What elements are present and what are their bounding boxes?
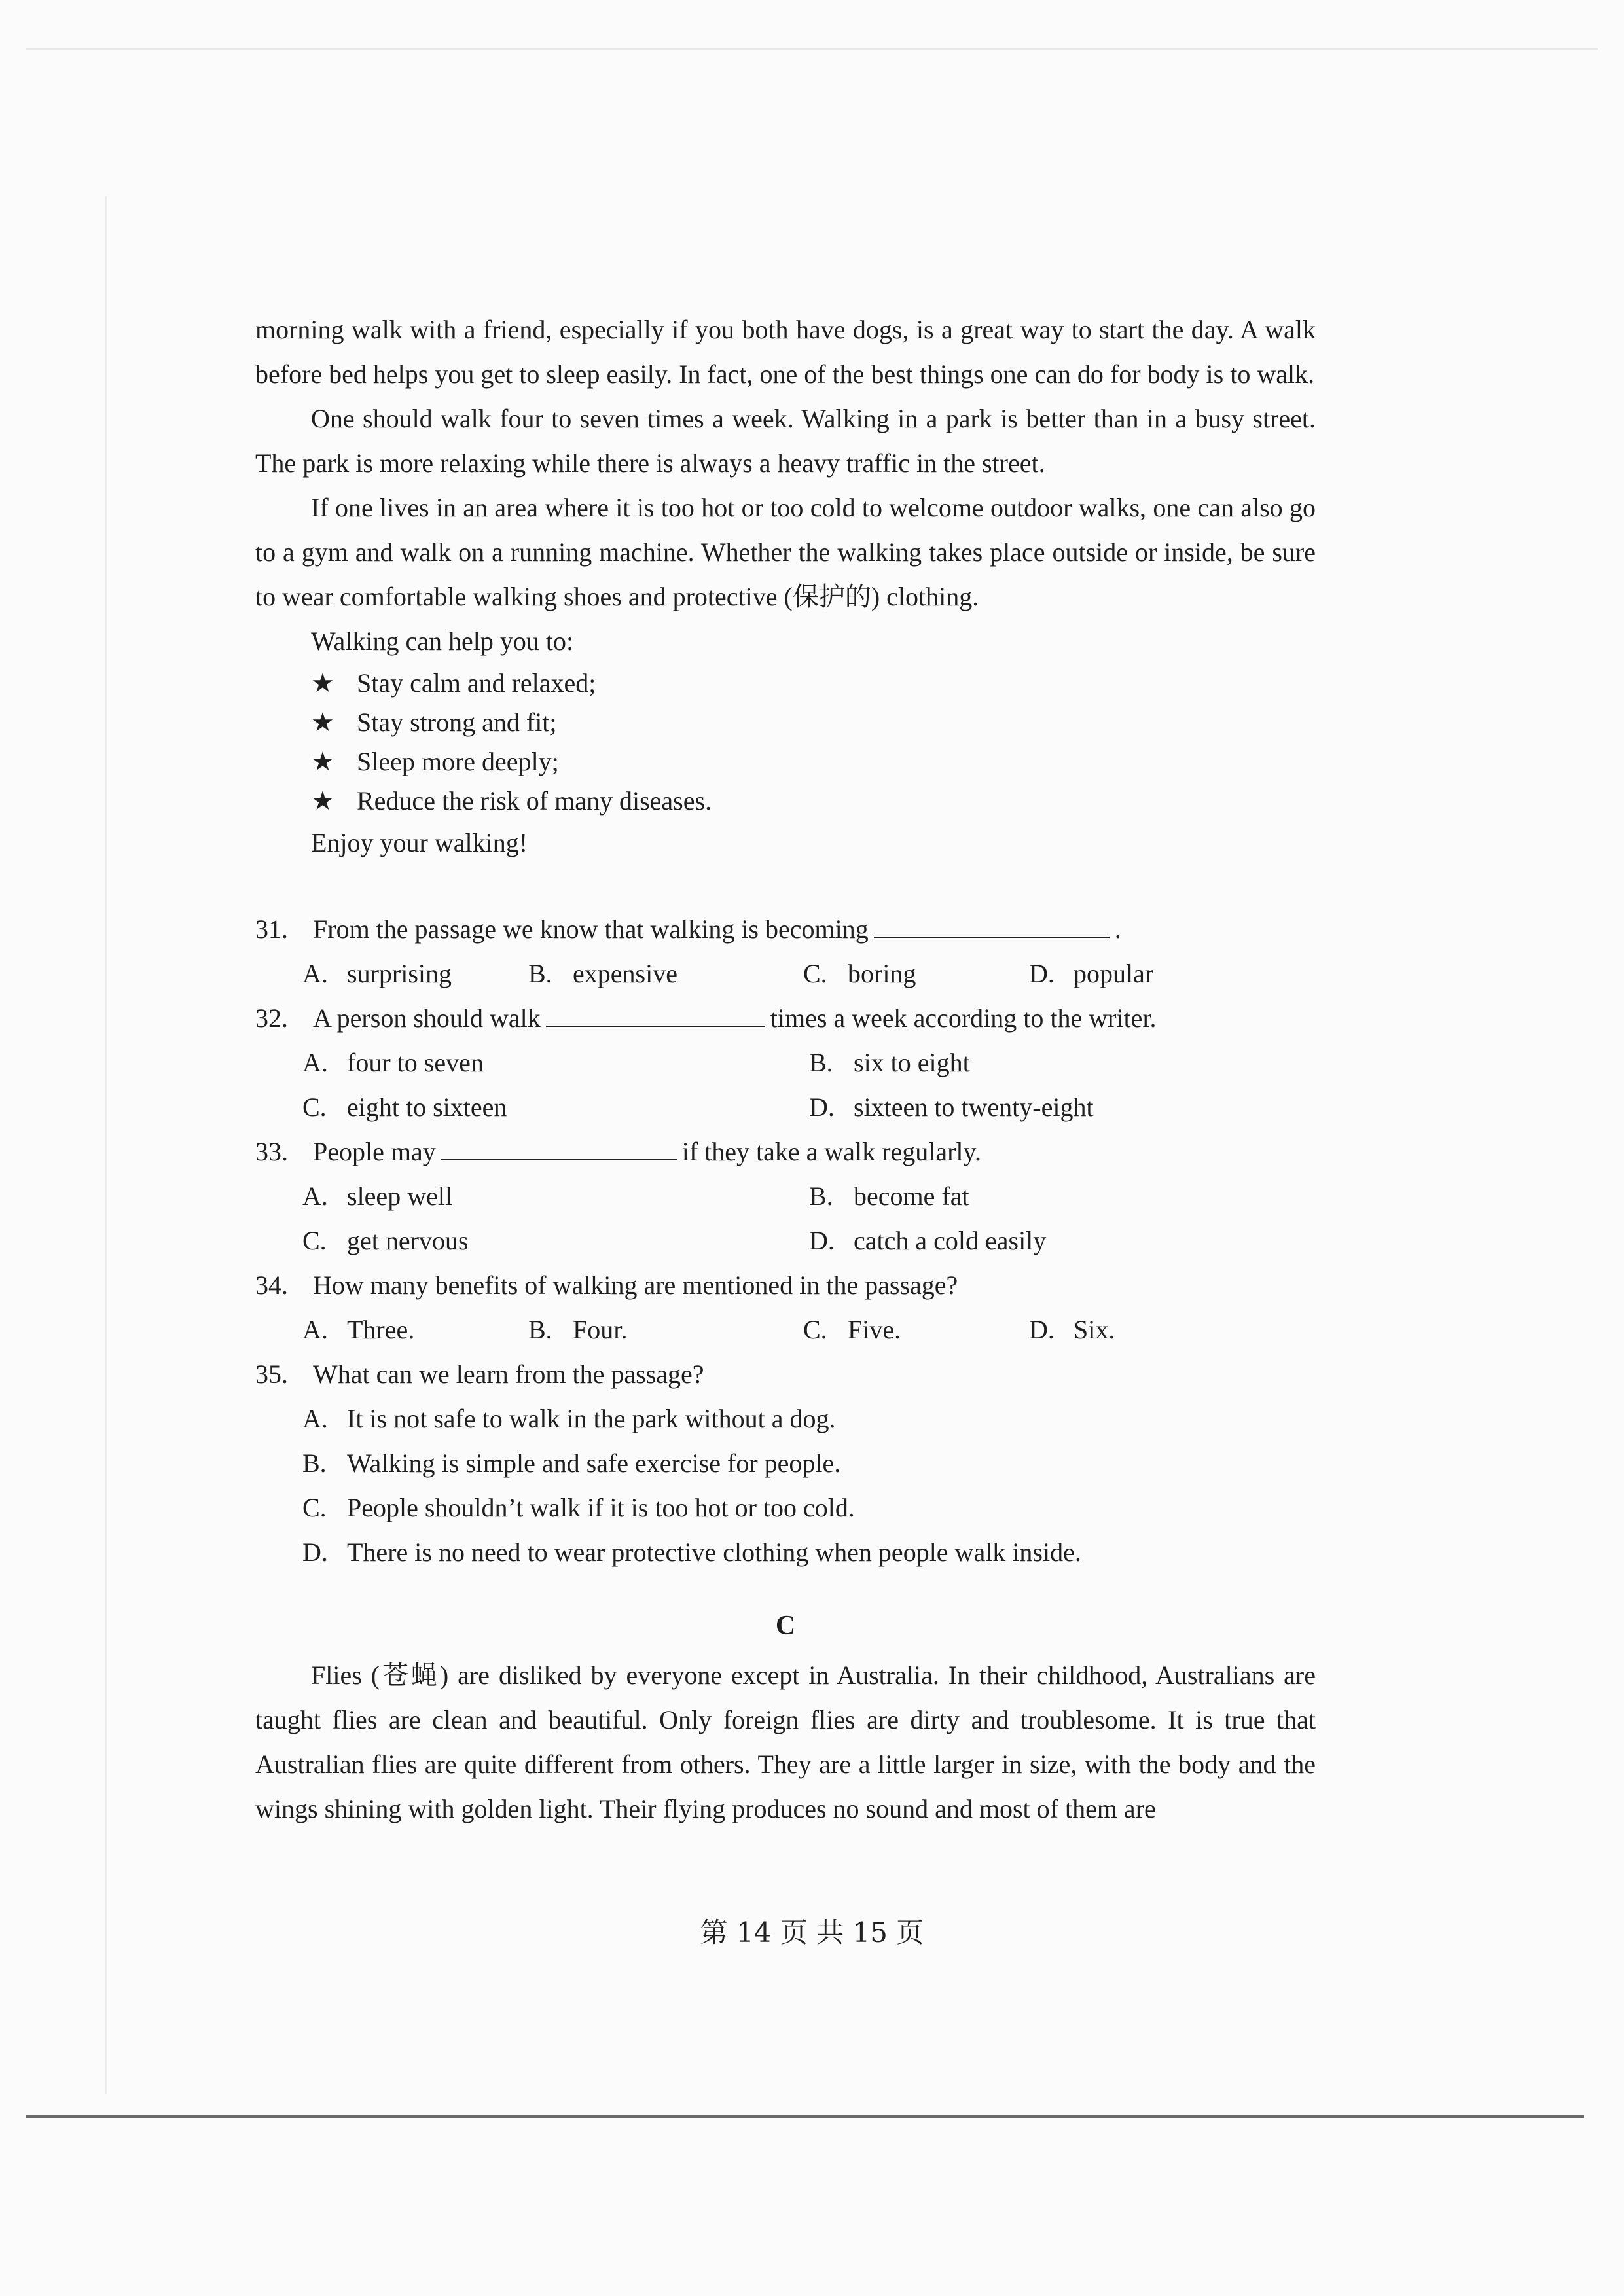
question-number: 33. bbox=[255, 1137, 288, 1166]
question-35 bbox=[255, 1352, 1316, 1575]
option-b[interactable] bbox=[809, 1174, 1316, 1219]
paragraph: One should walk four to seven times a week. Walking in a park is better than in a busy street. The park is more relaxing while there is always a heavy traffic in the street. bbox=[255, 404, 1316, 478]
option-letter: D. bbox=[1029, 959, 1055, 988]
benefits-list bbox=[255, 664, 1316, 821]
option-b[interactable] bbox=[302, 1441, 1316, 1486]
option-d[interactable] bbox=[302, 1530, 1316, 1575]
options-row bbox=[255, 1085, 1316, 1130]
option-letter: D. bbox=[1029, 1315, 1055, 1344]
option-text: get nervous bbox=[347, 1226, 469, 1255]
options-row bbox=[255, 1041, 1316, 1085]
question-list bbox=[255, 907, 1316, 1575]
stem-text: . bbox=[1114, 914, 1121, 944]
option-d[interactable] bbox=[809, 1219, 1316, 1263]
option-letter: C. bbox=[302, 1092, 327, 1122]
answer-blank[interactable] bbox=[874, 914, 1110, 938]
option-text: It is not safe to walk in the park without a dog. bbox=[347, 1404, 836, 1433]
stem-text: How many benefits of walking are mentioned in the passage? bbox=[313, 1270, 958, 1300]
question-stem bbox=[255, 996, 1316, 1041]
question-32 bbox=[255, 996, 1316, 1130]
option-d[interactable] bbox=[809, 1085, 1316, 1130]
option-letter: A. bbox=[302, 1315, 328, 1344]
option-c[interactable] bbox=[803, 952, 1029, 996]
option-letter: A. bbox=[302, 959, 328, 988]
option-letter: C. bbox=[302, 1226, 327, 1255]
passage-c bbox=[255, 1604, 1316, 1831]
option-text: boring bbox=[848, 959, 916, 988]
option-text: Five. bbox=[848, 1315, 901, 1344]
option-text: Four. bbox=[573, 1315, 628, 1344]
passage-b bbox=[255, 308, 1316, 865]
option-text: eight to sixteen bbox=[347, 1092, 507, 1122]
option-letter: A. bbox=[302, 1404, 328, 1433]
option-d[interactable] bbox=[1029, 1308, 1255, 1352]
paragraph: If one lives in an area where it is too hot or too cold to welcome outdoor walks, one can also go to a gym and walk on a running machine. Whether the walking takes place outside or inside, be sure to wear comfortable walking shoes and protective (保护的) clothing. bbox=[255, 493, 1316, 611]
paragraph: morning walk with a friend, especially if you both have dogs, is a great way to start the day. A walk before bed helps you get to sleep easily. In fact, one of the best things one can do for body is to walk. bbox=[255, 315, 1316, 389]
option-c[interactable] bbox=[803, 1308, 1029, 1352]
option-text: become fat bbox=[854, 1181, 969, 1211]
option-letter: C. bbox=[302, 1493, 327, 1522]
options-row bbox=[255, 1174, 1316, 1219]
option-text: sleep well bbox=[347, 1181, 453, 1211]
option-text: There is no need to wear protective clothing when people walk inside. bbox=[347, 1537, 1081, 1567]
option-a[interactable] bbox=[302, 952, 528, 996]
star-icon: ★ bbox=[311, 786, 334, 816]
options-row bbox=[255, 1219, 1316, 1263]
option-text: Six. bbox=[1074, 1315, 1115, 1344]
scan-line bbox=[26, 2115, 1584, 2118]
question-number: 31. bbox=[255, 914, 288, 944]
answer-blank[interactable] bbox=[546, 1003, 765, 1027]
option-text: expensive bbox=[573, 959, 677, 988]
page-footer: 第 14 页 共 15 页 bbox=[700, 1916, 924, 1948]
stem-text: From the passage we know that walking is becoming bbox=[313, 914, 869, 944]
option-letter: B. bbox=[528, 959, 552, 988]
option-letter: B. bbox=[302, 1448, 327, 1478]
options-row bbox=[255, 952, 1316, 996]
option-text: four to seven bbox=[347, 1048, 484, 1077]
scan-shadow bbox=[105, 196, 107, 2094]
stem-text: if they take a walk regularly. bbox=[681, 1137, 981, 1166]
answer-blank[interactable] bbox=[441, 1137, 677, 1160]
option-text: Walking is simple and safe exercise for people. bbox=[347, 1448, 841, 1478]
option-text: Three. bbox=[347, 1315, 415, 1344]
option-text: People shouldn’t walk if it is too hot or too cold. bbox=[347, 1493, 855, 1522]
option-a[interactable] bbox=[302, 1041, 809, 1085]
question-stem bbox=[255, 1263, 1316, 1308]
options-column bbox=[255, 1397, 1316, 1575]
paragraph: Flies (苍蝇) are disliked by everyone except in Australia. In their childhood, Australians are taught flies are clean and beautiful. Only foreign flies are dirty and troublesome. It is true that Australian flies are quite different from others. They are a little larger in size, with the body and the wings shining with golden light. Their flying produces no sound and most of them are bbox=[255, 1660, 1316, 1823]
stem-text: A person should walk bbox=[313, 1003, 541, 1033]
option-letter: B. bbox=[809, 1181, 833, 1211]
option-a[interactable] bbox=[302, 1174, 809, 1219]
option-letter: B. bbox=[528, 1315, 552, 1344]
list-item bbox=[311, 781, 1316, 821]
option-b[interactable] bbox=[809, 1041, 1316, 1085]
option-letter: C. bbox=[803, 959, 827, 988]
option-letter: C. bbox=[803, 1315, 827, 1344]
closing-line: Enjoy your walking! bbox=[311, 828, 528, 857]
stem-text: times a week according to the writer. bbox=[770, 1003, 1157, 1033]
option-b[interactable] bbox=[528, 952, 803, 996]
question-31 bbox=[255, 907, 1316, 996]
option-letter: D. bbox=[302, 1537, 328, 1567]
list-item bbox=[311, 664, 1316, 703]
option-text: catch a cold easily bbox=[854, 1226, 1047, 1255]
option-letter: A. bbox=[302, 1181, 328, 1211]
question-33 bbox=[255, 1130, 1316, 1263]
list-item-text: Stay strong and fit; bbox=[357, 708, 557, 737]
list-item bbox=[311, 703, 1316, 742]
option-letter: A. bbox=[302, 1048, 328, 1077]
option-c[interactable] bbox=[302, 1219, 809, 1263]
options-row bbox=[255, 1308, 1316, 1352]
star-icon: ★ bbox=[311, 708, 334, 738]
option-c[interactable] bbox=[302, 1486, 1316, 1530]
stem-text: People may bbox=[313, 1137, 436, 1166]
question-number: 34. bbox=[255, 1270, 288, 1300]
list-item-text: Stay calm and relaxed; bbox=[357, 668, 596, 698]
list-item-text: Sleep more deeply; bbox=[357, 747, 559, 776]
option-a[interactable] bbox=[302, 1397, 1316, 1441]
option-letter: D. bbox=[809, 1092, 835, 1122]
question-number: 35. bbox=[255, 1359, 288, 1389]
option-b[interactable] bbox=[528, 1308, 803, 1352]
page-content bbox=[255, 308, 1316, 1831]
stem-text: What can we learn from the passage? bbox=[313, 1359, 704, 1389]
star-icon: ★ bbox=[311, 668, 334, 698]
option-text: six to eight bbox=[854, 1048, 970, 1077]
section-heading: C bbox=[775, 1611, 796, 1641]
option-d[interactable] bbox=[1029, 952, 1255, 996]
option-text: sixteen to twenty-eight bbox=[854, 1092, 1094, 1122]
question-stem bbox=[255, 1130, 1316, 1174]
list-item bbox=[311, 742, 1316, 781]
list-intro: Walking can help you to: bbox=[311, 626, 574, 656]
option-letter: B. bbox=[809, 1048, 833, 1077]
question-stem bbox=[255, 907, 1316, 952]
star-icon: ★ bbox=[311, 747, 334, 777]
option-letter: D. bbox=[809, 1226, 835, 1255]
option-text: surprising bbox=[347, 959, 452, 988]
scan-edge bbox=[26, 48, 1598, 50]
option-text: popular bbox=[1074, 959, 1154, 988]
question-stem bbox=[255, 1352, 1316, 1397]
question-number: 32. bbox=[255, 1003, 288, 1033]
list-item-text: Reduce the risk of many diseases. bbox=[357, 786, 712, 816]
option-a[interactable] bbox=[302, 1308, 528, 1352]
option-c[interactable] bbox=[302, 1085, 809, 1130]
question-34 bbox=[255, 1263, 1316, 1352]
